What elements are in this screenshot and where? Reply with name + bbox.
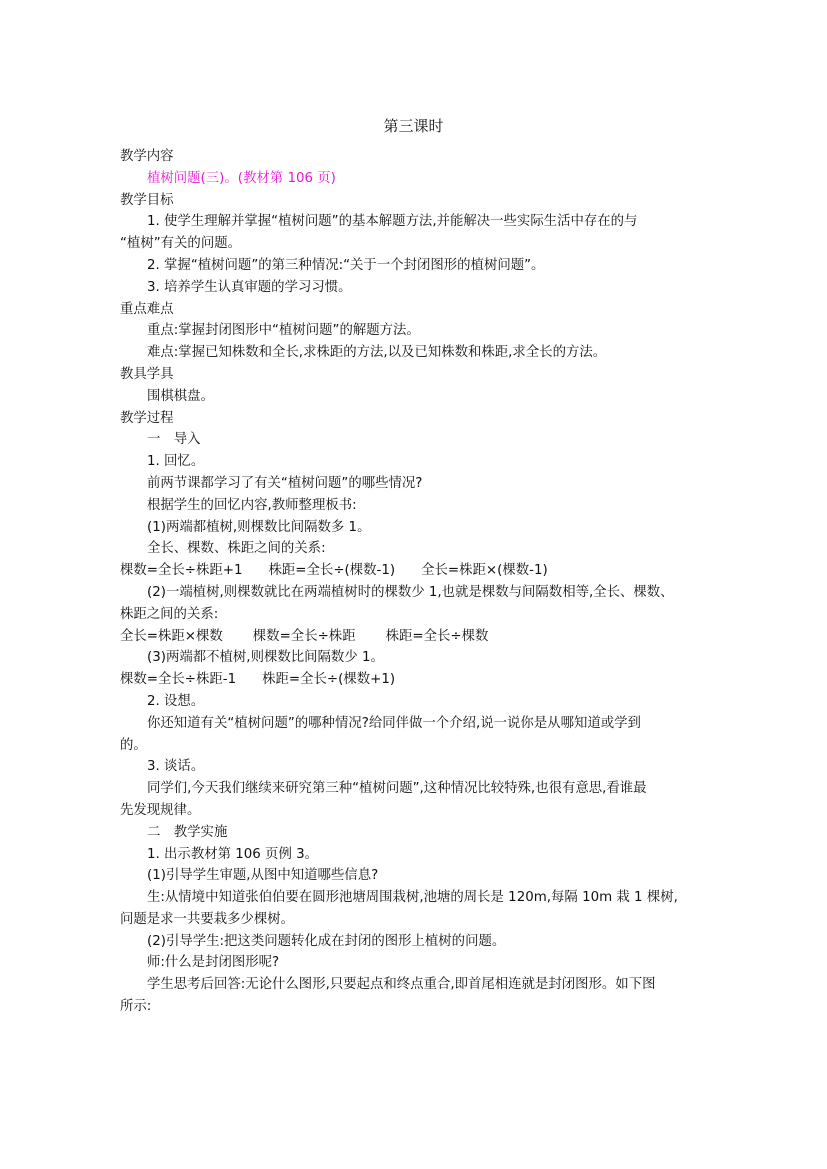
example-answer-2-line-2: 所示: xyxy=(120,999,152,1015)
goal-1-line-1: 1. 使学生理解并掌握“植树问题”的基本解题方法,并能解决一些实际生活中存在的与 xyxy=(147,214,638,230)
keypoint-text: 重点:掌握封闭图形中“植树问题”的解题方法。 xyxy=(147,323,420,339)
formula-2a: 全长=株距×棵数 xyxy=(120,628,223,644)
section-heading-content: 教学内容 xyxy=(120,149,174,164)
part-1-title: 一 导入 xyxy=(147,432,201,448)
section-heading-keypoints: 重点难点 xyxy=(120,301,174,317)
example-question-1: (1)引导学生审题,从图中知道哪些信息? xyxy=(147,868,379,884)
part-2-title: 二 教学实施 xyxy=(147,824,228,840)
goal-1-line-2: “植树”有关的问题。 xyxy=(120,236,241,252)
formula-row-3 xyxy=(120,669,710,691)
section-heading-tools: 教具学具 xyxy=(120,366,174,382)
formula-3b: 株距=全长÷(棵数+1) xyxy=(262,672,396,688)
example-answer-2-line-1: 学生思考后回答:无论什么图形,只要起点和终点重合,即首尾相连就是封闭图形。如下图 xyxy=(147,977,656,993)
difficulty-text: 难点:掌握已知株数和全长,求株距的方法,以及已知株数和株距,求全长的方法。 xyxy=(147,345,607,361)
example-answer-1-line-1: 生:从情境中知道张伯伯要在圆形池塘周围栽树,池塘的周长是 120m,每隔 10m 栽 1 棵树, xyxy=(147,890,678,906)
talk-title: 3. 谈话。 xyxy=(147,759,205,775)
relation-title: 全长、棵数、株距之间的关系: xyxy=(147,541,326,557)
case-2-line-2: 株距之间的关系: xyxy=(120,606,219,622)
formula-1c: 全长=株距×(棵数-1) xyxy=(421,563,548,579)
formula-1a: 棵数=全长÷株距+1 xyxy=(120,563,243,579)
imagine-line-1: 你还知道有关“植树问题”的哪种情况?给同伴做一个介绍,说一说你是从哪知道或学到 xyxy=(147,715,641,731)
talk-line-1: 同学们,今天我们继续来研究第三种“植树问题”,这种情况比较特殊,也很有意思,看谁最 xyxy=(147,781,647,797)
imagine-title: 2. 设想。 xyxy=(147,693,205,709)
goal-3: 3. 培养学生认真审题的学习习惯。 xyxy=(147,279,352,295)
talk-line-2: 先发现规律。 xyxy=(120,802,201,818)
example-question-2: (2)引导学生:把这类问题转化成在封闭的图形上植树的问题。 xyxy=(147,933,506,949)
case-1: (1)两端都植树,则棵数比间隔数多 1。 xyxy=(147,519,371,535)
formula-3a: 棵数=全长÷株距-1 xyxy=(120,672,237,688)
imagine-line-2: 的。 xyxy=(120,737,147,753)
tools-text: 围棋棋盘。 xyxy=(147,388,214,404)
formula-1b: 株距=全长÷(棵数-1) xyxy=(268,563,396,579)
case-3: (3)两端都不植树,则棵数比间隔数少 1。 xyxy=(147,650,384,666)
section-heading-goals: 教学目标 xyxy=(120,192,174,208)
page-title: 第三课时 xyxy=(383,117,444,135)
recall-board: 根据学生的回忆内容,教师整理板书: xyxy=(147,497,357,513)
goal-2: 2. 掌握“植树问题”的第三种情况:“关于一个封闭图形的植树问题”。 xyxy=(147,257,545,273)
formula-row-1 xyxy=(120,560,710,582)
example-answer-1-line-2: 问题是求一共要栽多少棵树。 xyxy=(120,911,295,927)
teacher-question: 师:什么是封闭图形呢? xyxy=(147,955,280,971)
content-text: 植树问题(三)。(教材第 106 页) xyxy=(147,170,336,186)
section-heading-process: 教学过程 xyxy=(120,410,174,426)
formula-2c: 株距=全长÷棵数 xyxy=(385,628,489,644)
example-title: 1. 出示教材第 106 页例 3。 xyxy=(147,846,319,862)
lesson-plan-body xyxy=(120,146,710,1018)
case-2-line-1: (2)一端植树,则棵数就比在两端植树时的棵数少 1,也就是棵数与间隔数相等,全长、棵数、 xyxy=(147,584,674,600)
formula-2b: 棵数=全长÷株距 xyxy=(252,628,356,644)
recall-title: 1. 回忆。 xyxy=(147,454,205,470)
recall-question: 前两节课都学习了有关“植树问题”的哪些情况? xyxy=(147,475,423,491)
formula-row-2 xyxy=(120,626,710,648)
